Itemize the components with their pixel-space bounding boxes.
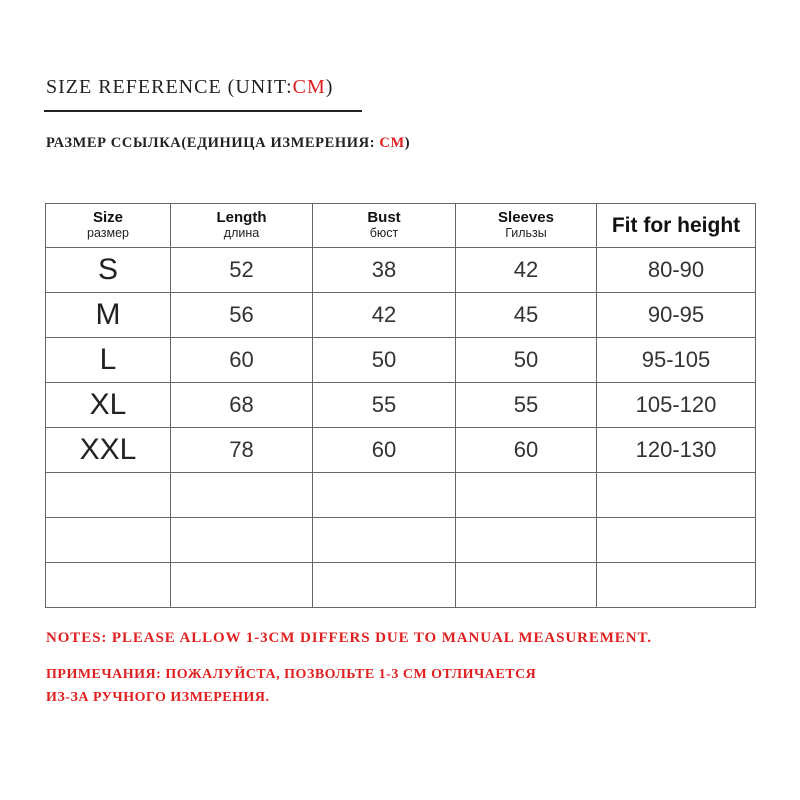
header-length-en: Length xyxy=(216,209,267,226)
cell-bust: 50 xyxy=(313,338,456,383)
subtitle-unit: CM xyxy=(379,135,405,151)
header-bust-en: Bust xyxy=(367,209,401,226)
header-bust-ru: бюст xyxy=(369,226,399,240)
empty-cell xyxy=(313,518,456,563)
title-underline xyxy=(44,110,362,112)
table-row xyxy=(46,293,756,338)
header-bust xyxy=(313,204,456,248)
empty-cell xyxy=(456,518,597,563)
header-sleeves xyxy=(456,204,597,248)
empty-cell xyxy=(46,518,171,563)
header-height xyxy=(597,204,756,248)
empty-row xyxy=(46,518,756,563)
cell-size: M xyxy=(46,293,171,338)
empty-cell xyxy=(171,473,313,518)
empty-cell xyxy=(46,563,171,608)
cell-sleeves: 42 xyxy=(456,248,597,293)
cell-sleeves: 60 xyxy=(456,428,597,473)
subtitle-prefix: РАЗМЕР ССЫЛКА(ЕДИНИЦА ИЗМЕРЕНИЯ: xyxy=(46,135,380,151)
note-russian-line2: ИЗ-ЗА РУЧНОГО ИЗМЕРЕНИЯ. xyxy=(46,690,270,705)
cell-height: 80-90 xyxy=(597,248,756,293)
cell-bust: 55 xyxy=(313,383,456,428)
cell-length: 56 xyxy=(171,293,313,338)
table-row xyxy=(46,248,756,293)
empty-cell xyxy=(456,473,597,518)
table-header-row xyxy=(46,204,756,248)
cell-height: 95-105 xyxy=(597,338,756,383)
empty-cell xyxy=(171,563,313,608)
empty-cell xyxy=(456,563,597,608)
empty-cell xyxy=(171,518,313,563)
empty-cell xyxy=(313,473,456,518)
note-english: NOTES: PLEASE ALLOW 1-3CM DIFFERS DUE TO MANUAL MEASUREMENT. xyxy=(46,630,652,646)
cell-bust: 60 xyxy=(313,428,456,473)
title-prefix: SIZE REFERENCE (UNIT: xyxy=(46,76,293,98)
empty-row xyxy=(46,473,756,518)
size-table xyxy=(45,203,756,608)
cell-length: 52 xyxy=(171,248,313,293)
cell-height: 105-120 xyxy=(597,383,756,428)
empty-row xyxy=(46,563,756,608)
cell-size: XL xyxy=(46,383,171,428)
subtitle-suffix: ) xyxy=(404,135,411,151)
cell-length: 78 xyxy=(171,428,313,473)
page-title xyxy=(46,76,333,99)
table-row xyxy=(46,428,756,473)
cell-length: 60 xyxy=(171,338,313,383)
note-russian-line1: ПРИМЕЧАНИЯ: ПОЖАЛУЙСТА, ПОЗВОЛЬТЕ 1-3 СМ ОТЛИЧАЕТСЯ xyxy=(46,667,537,682)
empty-cell xyxy=(597,563,756,608)
cell-size: S xyxy=(46,248,171,293)
cell-length: 68 xyxy=(171,383,313,428)
empty-cell xyxy=(46,473,171,518)
header-sleeves-ru: Гильзы xyxy=(505,226,547,240)
cell-size: XXL xyxy=(46,428,171,473)
header-length xyxy=(171,204,313,248)
table-row xyxy=(46,383,756,428)
cell-height: 120-130 xyxy=(597,428,756,473)
header-size-en: Size xyxy=(92,209,123,226)
empty-cell xyxy=(597,473,756,518)
header-sleeves-en: Sleeves xyxy=(498,209,554,226)
header-size-ru: размер xyxy=(87,226,129,240)
cell-sleeves: 45 xyxy=(456,293,597,338)
title-unit: CM xyxy=(292,76,326,98)
cell-height: 90-95 xyxy=(597,293,756,338)
header-length-ru: длина xyxy=(223,226,260,240)
empty-cell xyxy=(313,563,456,608)
cell-sleeves: 55 xyxy=(456,383,597,428)
title-suffix: ) xyxy=(325,76,334,98)
cell-bust: 42 xyxy=(313,293,456,338)
table-row xyxy=(46,338,756,383)
page-subtitle-ru xyxy=(46,135,410,152)
cell-size: L xyxy=(46,338,171,383)
cell-bust: 38 xyxy=(313,248,456,293)
cell-sleeves: 50 xyxy=(456,338,597,383)
header-height-en: Fit for height xyxy=(611,213,741,237)
empty-cell xyxy=(597,518,756,563)
header-size xyxy=(46,204,171,248)
